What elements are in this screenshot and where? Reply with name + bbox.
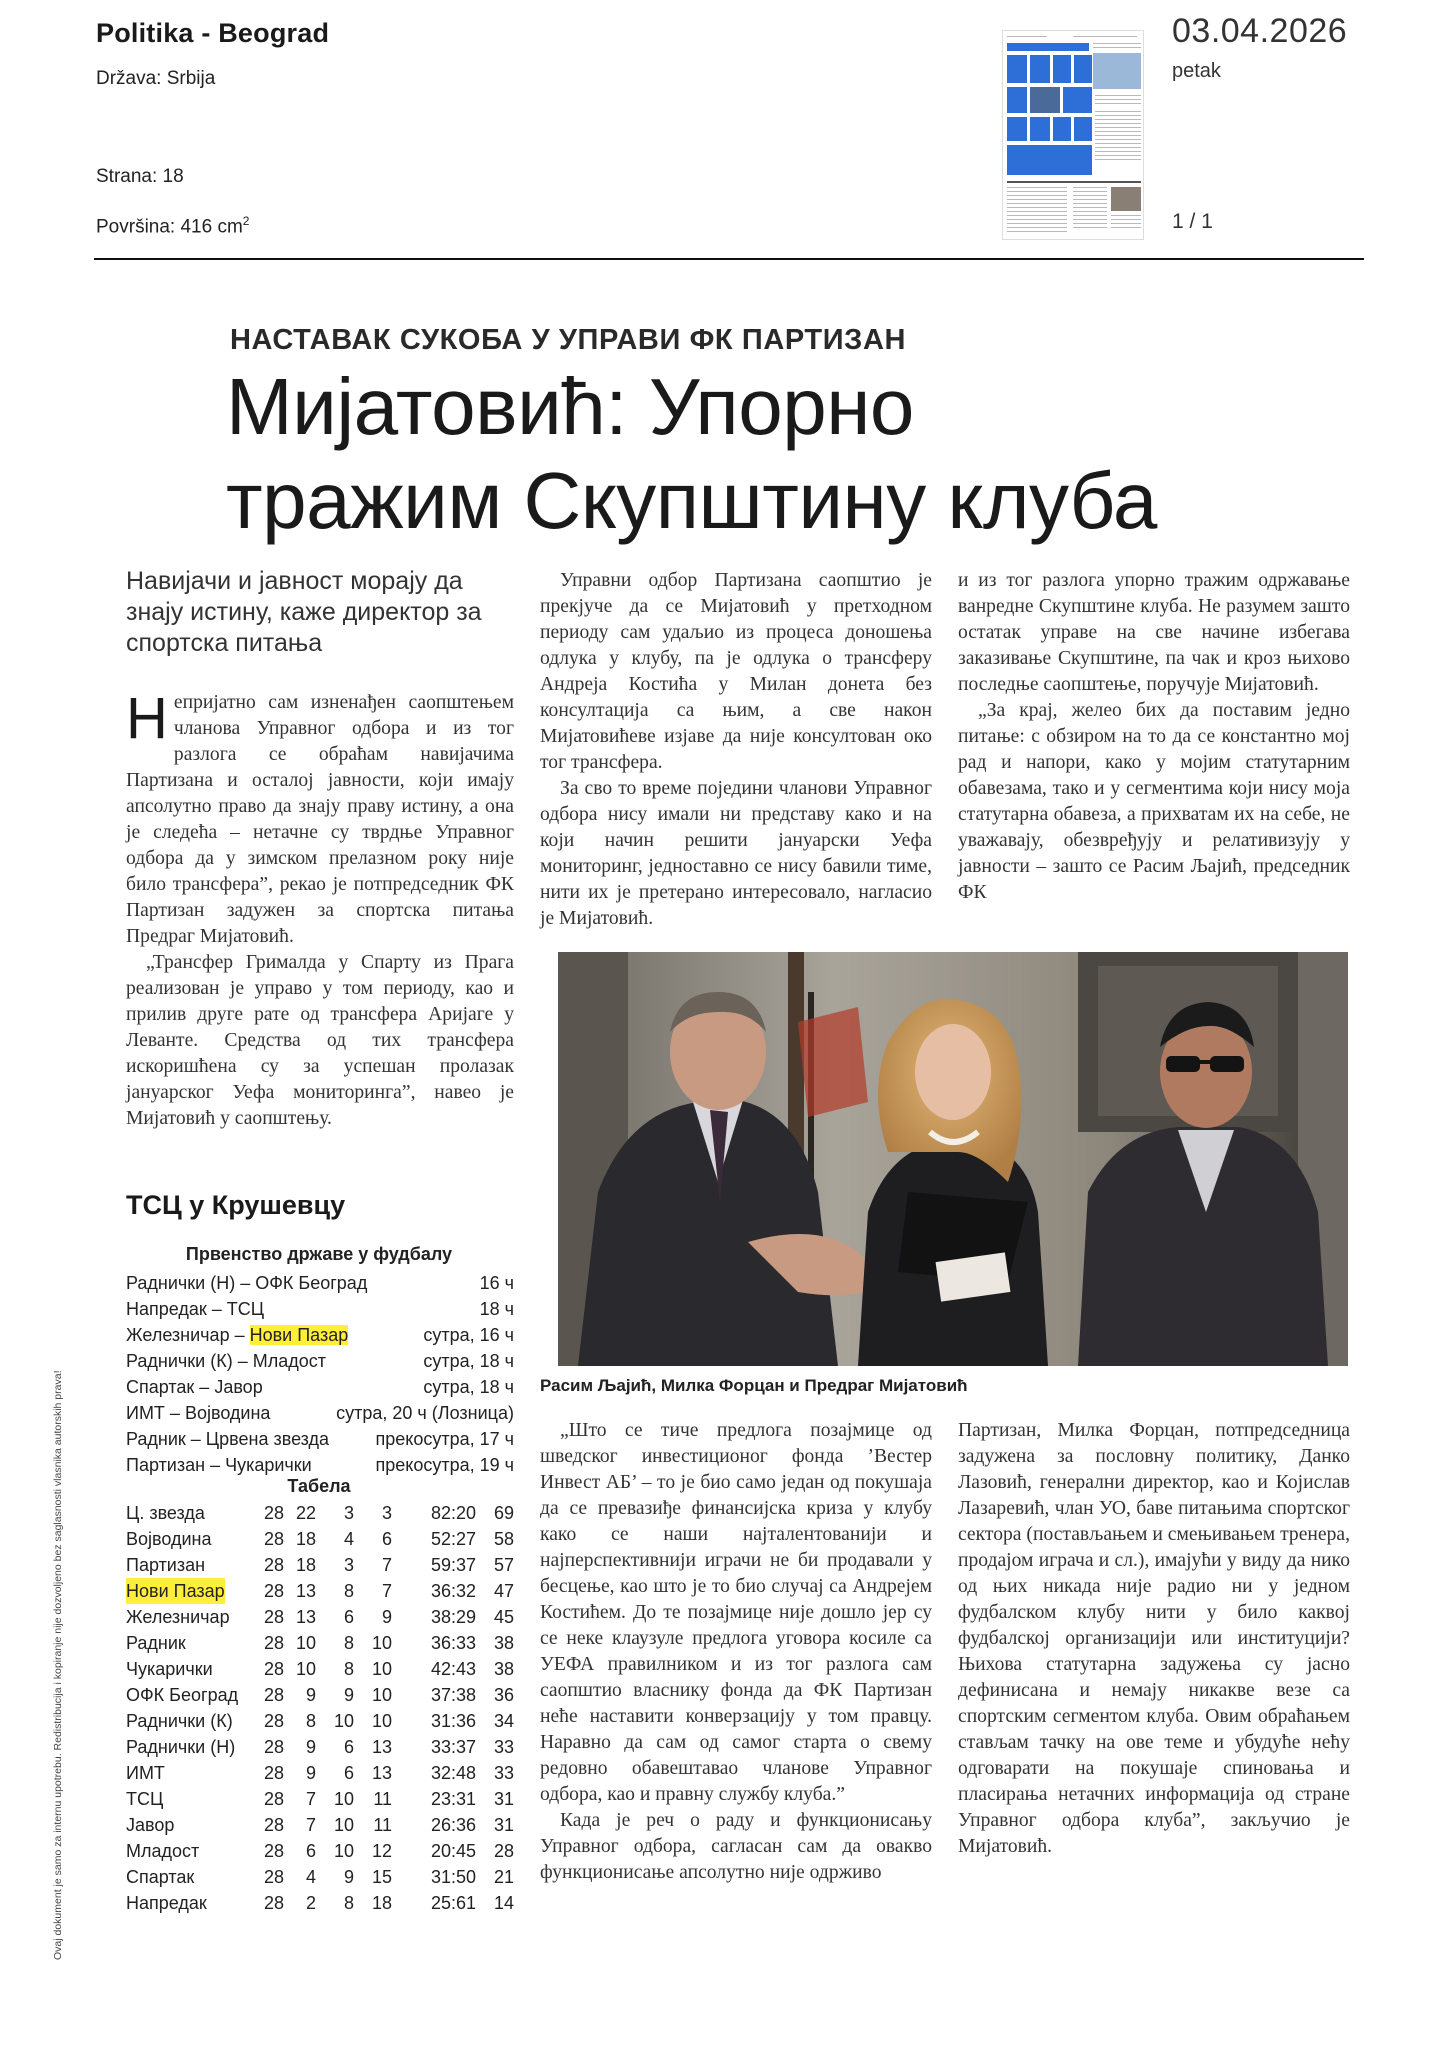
standings-cell-pl: 28: [263, 1581, 284, 1601]
standings-cell-pts: 38: [493, 1633, 514, 1653]
standings-cell-pts: 69: [493, 1503, 514, 1523]
fixture-match: Раднички (Н) – ОФК Београд: [126, 1273, 368, 1293]
paragraph: Непријатно сам изненађен саопштењем чланова Управног одбора и из тог разлога се обраћам навијачима Партизана и осталој јавности, који имају апсолутно право да знају праву истину, а она је следећа – нетачне су тврдње Управног одбора да у зимском прелазном року није било трансфера”, рекао је потпредседник ФК Партизан задужен за спортска питања Предраг Мијатовић.: [126, 686, 514, 947]
standings-cell-team: Партизан: [126, 1555, 206, 1575]
fixture-row: [126, 1270, 514, 1296]
area-label: [96, 214, 249, 238]
standings-cell-l: 6: [381, 1529, 392, 1549]
standings-row: [126, 1708, 516, 1734]
standings-cell-pts: 31: [493, 1815, 514, 1835]
standings-cell-team: Раднички (К): [126, 1711, 233, 1731]
standings-cell-score: 52:27: [430, 1529, 476, 1549]
standings-cell-l: 10: [371, 1633, 392, 1653]
photo-caption: Расим Љајић, Милка Форцан и Предраг Мијатовић: [540, 1376, 968, 1395]
standings-cell-pl: 28: [263, 1867, 284, 1887]
article-column-1: [126, 686, 514, 1132]
standings-cell-pl: 28: [263, 1607, 284, 1627]
page-thumbnail[interactable]: [1002, 30, 1144, 240]
standings-cell-score: 38:29: [430, 1607, 476, 1627]
standings-cell-team: Чукарички: [126, 1659, 213, 1679]
article-kicker: НАСТАВАК СУКОБА У УПРАВИ ФК ПАРТИЗАН: [230, 324, 907, 356]
standings-cell-w: 9: [305, 1737, 316, 1757]
standings-row: [126, 1864, 516, 1890]
standings-cell-score: 32:48: [430, 1763, 476, 1783]
photo-illustration: [558, 952, 1348, 1366]
standings-row: [126, 1812, 516, 1838]
standings-cell-score: 31:36: [430, 1711, 476, 1731]
standings-cell-d: 10: [333, 1841, 354, 1861]
standings-cell-pl: 28: [263, 1893, 284, 1913]
paragraph: За сво то време поједини чланови Управног одбора нису имали ни представу како и на који начин решити јануарски Уефа мониторинг, једноставно се нису бавили тиме, нити их је претерано интересовало, нагласио је Мијатовић.: [540, 778, 932, 929]
headline-line-1: Мијатовић: Упорно: [226, 362, 914, 451]
standings-cell-score: 31:50: [430, 1867, 476, 1887]
standings-cell-l: 9: [381, 1607, 392, 1627]
fixture-row: [126, 1348, 514, 1374]
standings-cell-d: 3: [343, 1555, 354, 1575]
standings-cell-team: Раднички (Н): [126, 1737, 236, 1757]
standings-title: Табела: [287, 1476, 351, 1496]
standings-cell-team: ТСЦ: [126, 1789, 164, 1809]
standings-cell-pl: 28: [263, 1503, 284, 1523]
standings-cell-team: Јавор: [126, 1815, 175, 1835]
standings-cell-team: ИМТ: [126, 1763, 165, 1783]
standings-cell-team: Напредак: [126, 1893, 207, 1913]
standings-cell-w: 7: [305, 1789, 316, 1809]
standings-row: [126, 1500, 516, 1526]
schedule-title: Првенство државе у фудбалу: [185, 1244, 453, 1264]
article-column-4: [540, 1418, 932, 1886]
standings-row: [126, 1682, 516, 1708]
standings-cell-pl: 28: [263, 1555, 284, 1575]
standings-row: [126, 1890, 516, 1916]
standings-cell-d: 8: [343, 1581, 354, 1601]
standings-table: [126, 1500, 516, 1916]
article-photo: [558, 952, 1348, 1366]
standings-cell-score: 23:31: [430, 1789, 476, 1809]
article-headline: [226, 360, 1157, 548]
sidebar-title: ТСЦ у Крушевцу: [126, 1190, 346, 1220]
standings-cell-l: 12: [371, 1841, 392, 1861]
standings-cell-w: 10: [295, 1659, 316, 1679]
standings-cell-pl: 28: [263, 1763, 284, 1783]
standings-cell-w: 4: [305, 1867, 316, 1887]
fixture-match: ИМТ – Војводина: [126, 1403, 271, 1423]
standings-cell-l: 18: [371, 1893, 392, 1913]
page-number-label: Strana: 18: [96, 166, 184, 187]
standings-cell-d: 6: [343, 1763, 354, 1783]
standings-cell-pts: 45: [493, 1607, 514, 1627]
standings-cell-pl: 28: [263, 1815, 284, 1835]
standings-cell-pts: 33: [493, 1737, 514, 1757]
headline-line-2: тражим Скупштину клуба: [226, 456, 1157, 545]
fixture-time: прекосутра, 17 ч: [375, 1429, 514, 1449]
standings-cell-d: 9: [343, 1685, 354, 1705]
standings-cell-team: Спартак: [126, 1867, 195, 1887]
standings-cell-team: Нови Пазар: [126, 1578, 225, 1604]
fixture-time: 18 ч: [479, 1299, 514, 1319]
standings-cell-pl: 28: [263, 1633, 284, 1653]
standings-cell-pts: 38: [493, 1659, 514, 1679]
standings-cell-w: 13: [295, 1607, 316, 1627]
standings-cell-l: 10: [371, 1711, 392, 1731]
paragraph: и из тог разлога упорно тражим одржавање ванредне Скупштине клуба. Не разумем зашто остатак управе на све начине избегава заказивање Скупштине, па чак и кроз њихово последње саопштење, поручује Мијатовић.: [958, 570, 1350, 695]
standings-row: [126, 1552, 516, 1578]
standings-cell-pl: 28: [263, 1789, 284, 1809]
standings-row: [126, 1656, 516, 1682]
fixture-time: сутра, 18 ч: [423, 1377, 514, 1397]
standings-row: [126, 1734, 516, 1760]
fixture-match: Радник – Црвена звезда: [126, 1429, 330, 1449]
paragraph: Када је реч о раду и функционисању Управног одбора, сагласан сам да овакво функционисање апсолутно није одрживо: [540, 1810, 932, 1883]
standings-cell-w: 9: [305, 1685, 316, 1705]
standings-cell-team: Војводина: [126, 1529, 212, 1549]
fixture-row: [126, 1296, 514, 1322]
fixtures-list: [126, 1270, 514, 1478]
issue-date: 03.04.2026: [1172, 12, 1348, 50]
standings-cell-team: Младост: [126, 1841, 200, 1861]
paragraph: „Трансфер Грималда у Спарту из Прага реализован је управо у том периоду, као и прилив друге рате од трансфера Аријаге у Леванте. Средства од тих трансфера искоришћена су за успешан пролазак јануарског Уефа мониторинга”, навео је Мијатовић у саопштењу.: [126, 952, 514, 1129]
highlighted-team: Нови Пазар: [249, 1325, 349, 1345]
standings-cell-pts: 31: [493, 1789, 514, 1809]
fixture-row: [126, 1452, 514, 1478]
area-unit-exponent: 2: [242, 214, 250, 228]
standings-cell-w: 18: [295, 1529, 316, 1549]
area-text: Površina: 416 cm: [96, 216, 243, 238]
issue-weekday: petak: [1172, 60, 1221, 82]
standings-cell-l: 10: [371, 1685, 392, 1705]
standings-cell-pts: 21: [493, 1867, 514, 1887]
publication-name: Politika - Beograd: [96, 18, 330, 48]
standings-cell-score: 37:38: [430, 1685, 476, 1705]
standings-cell-l: 10: [371, 1659, 392, 1679]
standings-row: [126, 1786, 516, 1812]
standings-cell-score: 82:20: [430, 1503, 476, 1523]
standings-cell-pl: 28: [263, 1711, 284, 1731]
standings-cell-score: 36:32: [430, 1581, 476, 1601]
article-column-5: [958, 1418, 1350, 1860]
standings-cell-w: 7: [305, 1815, 316, 1835]
standings-cell-w: 2: [305, 1893, 316, 1913]
standings-row: [126, 1604, 516, 1630]
standings-cell-w: 10: [295, 1633, 316, 1653]
standings-cell-l: 13: [371, 1737, 392, 1757]
standings-cell-l: 7: [381, 1581, 392, 1601]
standings-cell-pl: 28: [263, 1529, 284, 1549]
paragraph: Партизан, Милка Форцан, потпредседница задужена за пословну политику, Данко Лазовић, генерални директор, као и Којислав Лазаревић, члан УО, баве питањима спортског сектора (постављањем и смењивањем тренера, продајом играча и сл.), имајући у виду да нико од њих никада није радио ни у једном фудбалском клубу нити у било каквој фудбалској организацији или институцији? Њихова статутарна задужења су јасно дефинисана и немају никакве везе са спортским сегментом клуба. Овим обраћањем стављам тачку на ове теме и убудуће нећу одговарати на покушаје спиновања и пласирања нетачних информација од стране Управног одбора клуба”, закључио је Мијатовић.: [958, 1420, 1350, 1857]
standings-cell-d: 3: [343, 1503, 354, 1523]
standings-cell-d: 10: [333, 1789, 354, 1809]
standings-cell-pts: 58: [493, 1529, 514, 1549]
article-deck: Навијачи и јавност морају да знају истину, каже директор за спортска питања: [126, 567, 482, 657]
country-label: Država: Srbija: [96, 68, 216, 89]
standings-cell-score: 36:33: [430, 1633, 476, 1653]
standings-cell-score: 25:61: [430, 1893, 476, 1913]
article-column-3: [958, 568, 1350, 906]
standings-cell-score: 33:37: [430, 1737, 476, 1757]
standings-cell-l: 7: [381, 1555, 392, 1575]
standings-cell-d: 10: [333, 1815, 354, 1835]
standings-row: [126, 1578, 516, 1604]
standings-cell-w: 18: [295, 1555, 316, 1575]
page-counter: 1 / 1: [1172, 210, 1213, 233]
standings-cell-team: ОФК Београд: [126, 1685, 239, 1705]
standings-cell-d: 6: [343, 1607, 354, 1627]
standings-cell-pts: 57: [493, 1555, 514, 1575]
standings-cell-pl: 28: [263, 1737, 284, 1757]
copyright-note: Ovaj dokument je samo za internu upotrebu. Redistribucija i kopiranje nije dozvoljeno bez saglasnosti vlasnika autorskih prava!: [52, 1370, 64, 1960]
standings-cell-w: 8: [305, 1711, 316, 1731]
standings-cell-d: 8: [343, 1633, 354, 1653]
standings-cell-pts: 36: [493, 1685, 514, 1705]
standings-cell-l: 15: [371, 1867, 392, 1887]
standings-cell-team: Ц. звезда: [126, 1503, 205, 1523]
standings-cell-pts: 34: [493, 1711, 514, 1731]
standings-cell-pts: 47: [493, 1581, 514, 1601]
standings-cell-l: 11: [373, 1815, 392, 1835]
standings-cell-pl: 28: [263, 1685, 284, 1705]
standings-cell-pts: 33: [493, 1763, 514, 1783]
standings-cell-l: 11: [373, 1789, 392, 1809]
standings-cell-w: 6: [305, 1841, 316, 1861]
fixture-time: сутра, 20 ч (Лозница): [336, 1403, 514, 1423]
standings-cell-score: 42:43: [430, 1659, 476, 1679]
standings-row: [126, 1526, 516, 1552]
standings-cell-score: 26:36: [430, 1815, 476, 1835]
paragraph: „За крај, желео бих да поставим једно питање: с обзиром на то да се константно мој рад и напори, како у мојим статутарним обавезама, тако и у сегментима који нису моја статутарна обавеза, а прихватам их на себе, не уважавају, обезвређују и релативизују у јавности – зашто се Расим Љајић, председник ФК: [958, 700, 1350, 903]
paragraph: „Што се тиче предлога позајмице од шведског инвестиционог фонда ’Вестер Инвест АБ’ – то је био само један од покушаја да се превазиђе финансијска криза у клубу како се наши најталентованији и најперспективнији играчи не би продавали у бесцење, као што је то био случај са Андрејем Костићем. До те позајмице није дошло јер су се неке клаузуле предлога уговора косиле са УЕФА правилником и из тог разлога сам саопштио власнику фонда да ФК Партизан неће наставити конверзацију у том правцу. Наравно да сам од самог старта о свему редовно обавештавао чланове Управног одбора, као и правну службу клуба.”: [540, 1420, 932, 1805]
standings-cell-d: 8: [343, 1893, 354, 1913]
standings-cell-score: 20:45: [430, 1841, 476, 1861]
standings-cell-d: 10: [333, 1711, 354, 1731]
article-column-2: [540, 568, 932, 932]
fixture-time: сутра, 16 ч: [423, 1325, 514, 1345]
standings-cell-d: 8: [343, 1659, 354, 1679]
standings-cell-pl: 28: [263, 1659, 284, 1679]
standings-cell-w: 13: [295, 1581, 316, 1601]
fixture-row: [126, 1426, 514, 1452]
standings-cell-pts: 28: [493, 1841, 514, 1861]
standings-cell-d: 6: [343, 1737, 354, 1757]
standings-cell-w: 22: [295, 1503, 316, 1523]
standings-row: [126, 1838, 516, 1864]
fixture-match: Раднички (К) – Младост: [126, 1351, 326, 1371]
header-divider: [94, 258, 1364, 260]
fixture-match: Партизан – Чукарички: [126, 1455, 312, 1475]
fixture-time: прекосутра, 19 ч: [375, 1455, 514, 1475]
fixture-match: Спартак – Јавор: [126, 1377, 263, 1397]
fixture-row: [126, 1322, 514, 1348]
paragraph: Управни одбор Партизана саопштио је прекјуче да се Мијатовић у претходном периоду сам удаљио из процеса доношења одлука у клубу, па је одлука о трансферу Андреја Костића у Милан донета без консултација са њим, а све након Мијатовићеве изјаве да није консултован око тог трансфера.: [540, 570, 932, 773]
fixture-time: 16 ч: [479, 1273, 514, 1293]
fixture-match: Напредак – ТСЦ: [126, 1299, 265, 1319]
fixture-match: Железничар – Нови Пазар: [126, 1325, 349, 1345]
fixture-row: [126, 1400, 514, 1426]
standings-cell-pl: 28: [263, 1841, 284, 1861]
drop-cap: Н: [126, 686, 168, 751]
fixture-time: сутра, 18 ч: [423, 1351, 514, 1371]
standings-cell-l: 13: [371, 1763, 392, 1783]
standings-cell-team: Радник: [126, 1633, 186, 1653]
standings-cell-score: 59:37: [430, 1555, 476, 1575]
fixture-row: [126, 1374, 514, 1400]
standings-row: [126, 1760, 516, 1786]
standings-cell-team: Железничар: [126, 1607, 230, 1627]
standings-cell-d: 9: [343, 1867, 354, 1887]
standings-cell-l: 3: [381, 1503, 392, 1523]
standings-cell-pts: 14: [493, 1893, 514, 1913]
standings-row: [126, 1630, 516, 1656]
standings-cell-w: 9: [305, 1763, 316, 1783]
standings-cell-d: 4: [343, 1529, 354, 1549]
